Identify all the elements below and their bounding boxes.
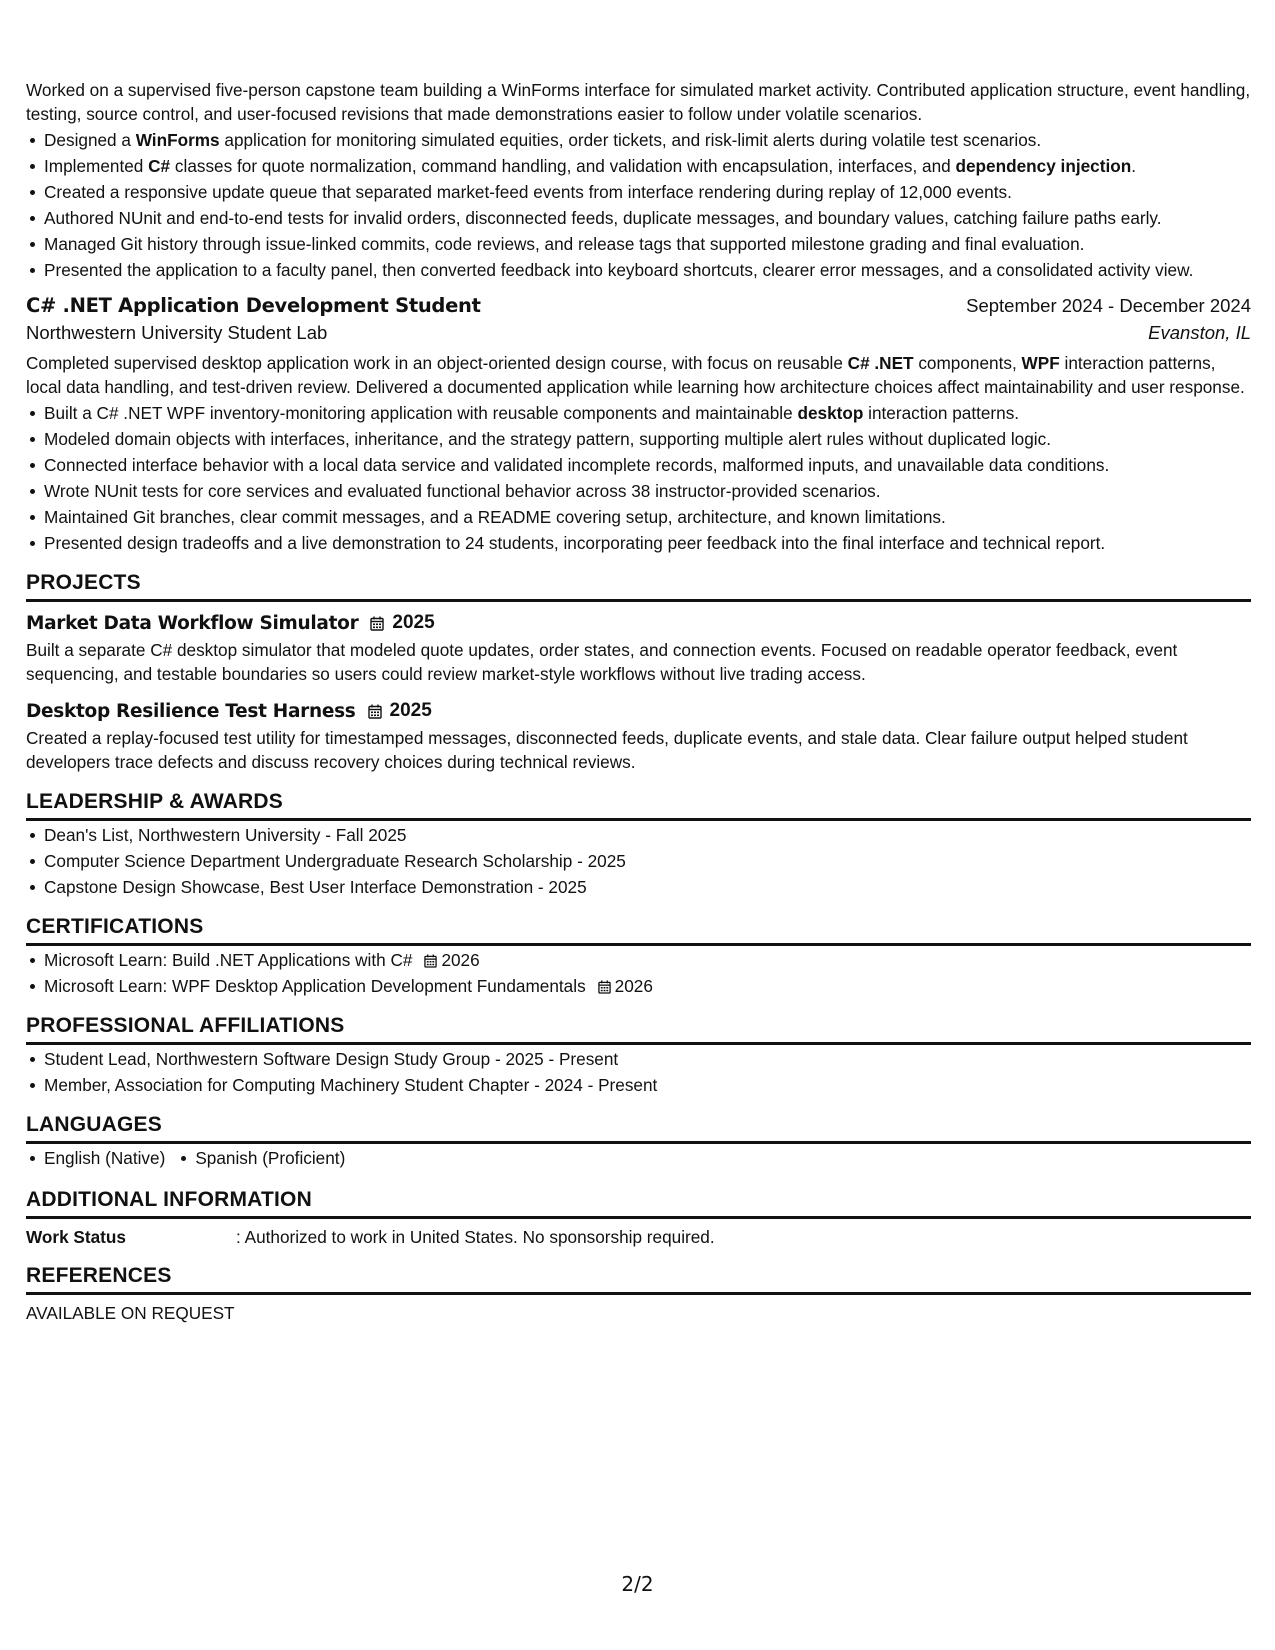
list-item: Member, Association for Computing Machinery Student Chapter - 2024 - Present: [44, 1073, 1251, 1097]
list-item: [44, 948, 1251, 972]
page-number: 2/2: [621, 1572, 654, 1596]
affiliations-list: [26, 1047, 1251, 1097]
list-item: Dean's List, Northwestern University - Fall 2025: [44, 823, 1251, 847]
list-item: Managed Git history through issue-linked commits, code reviews, and release tags that supported milestone grading and final evaluation.: [44, 232, 1251, 256]
list-item: Spanish (Proficient): [195, 1148, 346, 1168]
project-title: Desktop Resilience Test Harness: [26, 700, 356, 722]
awards-heading: LEADERSHIP & AWARDS: [26, 790, 1251, 821]
list-item: Designed a WinForms application for monitoring simulated equities, order tickets, and risk-limit alerts during volatile test scenarios.: [44, 128, 1251, 152]
project-year: 2025: [392, 612, 435, 633]
calendar-icon: [370, 616, 384, 631]
cert-year: 2026: [441, 950, 480, 970]
languages-heading: LANGUAGES: [26, 1113, 1251, 1144]
list-item: Capstone Design Showcase, Best User Interface Demonstration - 2025: [44, 875, 1251, 899]
list-item: Presented the application to a faculty panel, then converted feedback into keyboard shortcuts, clearer error messages, and a consolidated activity view.: [44, 258, 1251, 282]
resume-page: [26, 78, 1251, 1324]
projects-heading: PROJECTS: [26, 571, 1251, 602]
calendar-icon: [368, 704, 382, 719]
certifications-list: [26, 948, 1251, 998]
list-item: Maintained Git branches, clear commit messages, and a README covering setup, architecture, and known limitations.: [44, 505, 1251, 529]
exp2-org: Northwestern University Student Lab: [26, 322, 328, 343]
project-title: Market Data Workflow Simulator: [26, 612, 359, 634]
project-header: [26, 612, 1251, 634]
exp1-bullets: [26, 128, 1251, 282]
exp2-subheader: [26, 322, 1251, 344]
cert-year: 2026: [614, 976, 653, 996]
project-description: Created a replay-focused test utility for timestamped messages, disconnected feeds, duplicate events, and stale data. Clear failure output helped student developers trace defects and discuss recovery choices during technical reviews.: [26, 728, 1188, 772]
list-item: English (Native): [44, 1148, 166, 1168]
calendar-icon: [424, 954, 437, 968]
project-description: Built a separate C# desktop simulator that modeled quote updates, order states, and connection events. Focused on readable operator feedback, event sequencing, and testable boundaries so users could review market-style workflows without live trading access.: [26, 640, 1178, 684]
list-item: Authored NUnit and end-to-end tests for invalid orders, disconnected feeds, duplicate messages, and boundary values, catching failure paths early.: [44, 206, 1251, 230]
exp2-dates: September 2024 - December 2024: [966, 295, 1251, 316]
references-text: AVAILABLE ON REQUEST: [26, 1303, 235, 1323]
list-item: Created a responsive update queue that separated market-feed events from interface rendering during replay of 12,000 events.: [44, 180, 1251, 204]
list-item: Implemented C# classes for quote normalization, command handling, and validation with encapsulation, interfaces, and dependency injection.: [44, 154, 1251, 178]
certifications-heading: CERTIFICATIONS: [26, 915, 1251, 946]
exp2-bullets: [26, 401, 1251, 555]
references-heading: REFERENCES: [26, 1264, 1251, 1295]
cert-name: Microsoft Learn: Build .NET Applications with C#: [44, 950, 413, 970]
list-item: Modeled domain objects with interfaces, inheritance, and the strategy pattern, supporting multiple alert rules without duplicated logic.: [44, 427, 1251, 451]
list-item: Built a C# .NET WPF inventory-monitoring application with reusable components and maintainable desktop interaction patterns.: [44, 401, 1251, 425]
project-header: [26, 700, 1251, 722]
list-item: Computer Science Department Undergraduate Research Scholarship - 2025: [44, 849, 1251, 873]
work-status-label: Work Status: [26, 1227, 126, 1247]
project-year: 2025: [389, 700, 432, 721]
list-item: Wrote NUnit tests for core services and evaluated functional behavior across 38 instructor-provided scenarios.: [44, 479, 1251, 503]
list-item: Connected interface behavior with a local data service and validated incomplete records, malformed inputs, and unavailable data conditions.: [44, 453, 1251, 477]
work-status-value: : Authorized to work in United States. No sponsorship required.: [236, 1227, 715, 1247]
exp1-summary: Worked on a supervised five-person capstone team building a WinForms interface for simulated market activity. Contributed application structure, event handling, testing, source control, and user-focused revisions that made demonstrations easier to follow under volatile scenarios.: [26, 80, 1251, 124]
list-item: Student Lead, Northwestern Software Design Study Group - 2025 - Present: [44, 1047, 1251, 1071]
exp2-title: C# .NET Application Development Student: [26, 294, 481, 317]
exp2-header: [26, 294, 1251, 317]
cert-name: Microsoft Learn: WPF Desktop Application Development Fundamentals: [44, 976, 586, 996]
exp2-location: Evanston, IL: [1148, 322, 1251, 343]
list-item: Presented design tradeoffs and a live demonstration to 24 students, incorporating peer feedback into the final interface and technical report.: [44, 531, 1251, 555]
additional-heading: ADDITIONAL INFORMATION: [26, 1188, 1251, 1219]
calendar-icon: [598, 980, 611, 994]
work-status-row: [26, 1227, 1251, 1248]
affiliations-heading: PROFESSIONAL AFFILIATIONS: [26, 1014, 1251, 1045]
languages-list: [26, 1144, 1251, 1172]
list-item: [44, 974, 1251, 998]
exp2-summary: Completed supervised desktop application work in an object-oriented design course, with focus on reusable C# .NET components, WPF interaction patterns, local data handling, and test-driven review. Delivered a documented application while learning how architecture choices affect maintainability and user response.: [26, 353, 1245, 397]
awards-list: [26, 823, 1251, 899]
